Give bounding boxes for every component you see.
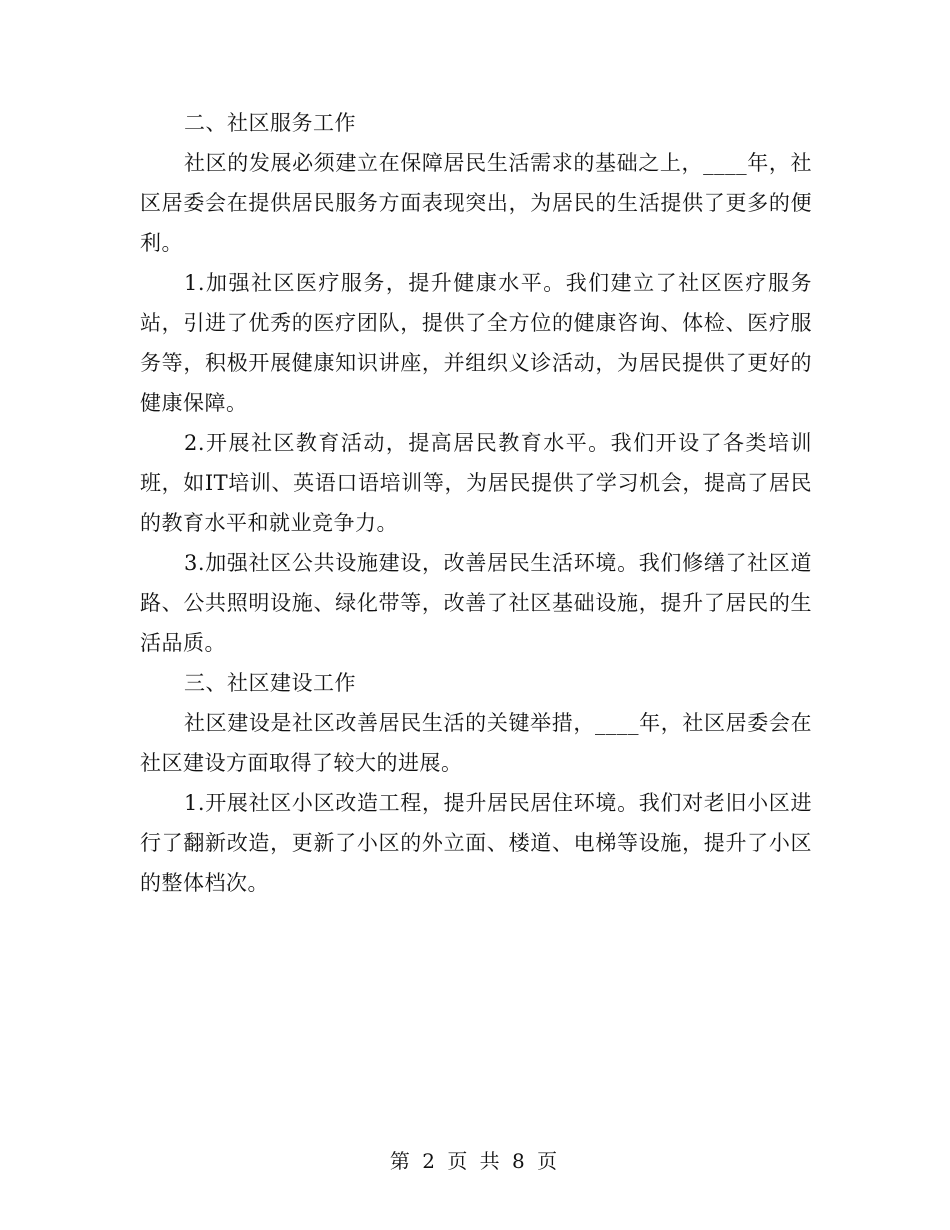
service-item-education: 2.开展社区教育活动，提高居民教育水平。我们开设了各类培训班，如IT培训、英语口语培训等，为居民提供了学习机会，提高了居民的教育水平和就业竞争力。 — [140, 431, 812, 535]
construction-item-renovation: 1.开展社区小区改造工程，提升居民居住环境。我们对老旧小区进行了翻新改造，更新了小区的外立面、楼道、电梯等设施，提升了小区的整体档次。 — [140, 791, 812, 895]
section-intro-paragraph: 社区建设是社区改善居民生活的关键举措，____年，社区居委会在社区建设方面取得了较大的进展。 — [140, 711, 812, 775]
page-number-footer: 第 2 页 共 8 页 — [389, 1149, 561, 1173]
section-heading-community-service: 二、社区服务工作 — [184, 111, 356, 135]
service-item-medical: 1.加强社区医疗服务，提升健康水平。我们建立了社区医疗服务站，引进了优秀的医疗团队，提供了全方位的健康咨询、体检、医疗服务等，积极开展健康知识讲座，并组织义诊活动，为居民提供了更好的健康保障。 — [140, 271, 812, 415]
section-intro-paragraph: 社区的发展必须建立在保障居民生活需求的基础之上，____年，社区居委会在提供居民服务方面表现突出，为居民的生活提供了更多的便利。 — [140, 151, 812, 255]
section-heading-community-construction: 三、社区建设工作 — [184, 671, 356, 695]
service-item-facilities: 3.加强社区公共设施建设，改善居民生活环境。我们修缮了社区道路、公共照明设施、绿化带等，改善了社区基础设施，提升了居民的生活品质。 — [140, 551, 812, 655]
document-body — [140, 103, 812, 903]
